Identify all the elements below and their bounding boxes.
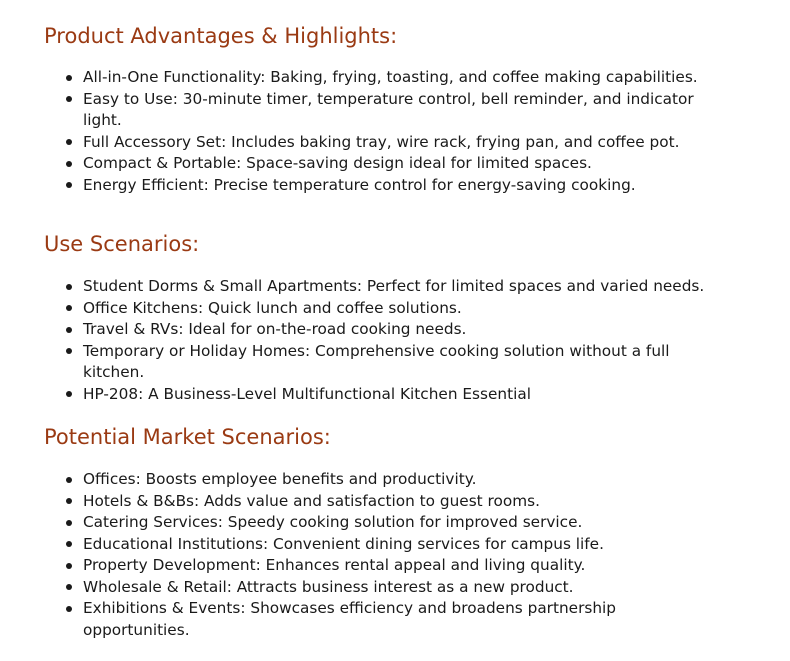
section-potential-market-scenarios [44,423,750,641]
list-item [44,384,723,406]
list-item [44,577,723,599]
list-item-text: Office Kitchens: Quick lunch and coffee solutions. [83,298,462,317]
bullet-icon [66,182,72,188]
list-item [44,153,723,175]
bullet-icon [66,391,72,397]
bullet-icon [66,284,72,290]
bullet-icon [66,563,72,569]
bullet-icon [66,584,72,590]
list-item [44,319,723,341]
bullet-icon [66,477,72,483]
section-use-scenarios [44,230,750,405]
bullet-icon [66,520,72,526]
section-product-advantages [44,22,750,196]
list-item-text: Full Accessory Set: Includes baking tray, wire rack, frying pan, and coffee pot. [83,132,680,151]
bullet-icon [66,348,72,354]
bullet-icon [66,541,72,547]
list-item [44,555,723,577]
bullet-icon [66,75,72,81]
list-item [44,276,723,298]
use-scenarios-list [44,276,750,405]
list-item-text: Wholesale & Retail: Attracts business interest as a new product. [83,577,574,596]
list-item [44,469,723,491]
bullet-icon [66,96,72,102]
list-item-text: Temporary or Holiday Homes: Comprehensive cooking solution without a full kitchen. [83,341,670,381]
bullet-icon [66,498,72,504]
list-item-text: Catering Services: Speedy cooking solution for improved service. [83,513,583,531]
list-item-text: Educational Institutions: Convenient dining services for campus life. [83,534,604,553]
list-item [44,534,723,556]
bullet-icon [66,606,72,612]
bullet-icon [66,327,72,333]
list-item-text: Property Development: Enhances rental appeal and living quality. [83,556,586,574]
bullet-icon [66,139,72,145]
list-item-text: Offices: Boosts employee benefits and productivity. [83,470,477,488]
list-item [44,598,723,641]
list-item [44,512,723,534]
bullet-icon [66,161,72,167]
list-item-text: Energy Efficient: Precise temperature control for energy-saving cooking. [83,175,636,194]
list-item-text: Exhibitions & Events: Showcases efficiency and broadens partnership opportunities. [83,599,616,639]
list-item [44,298,723,320]
list-item-text: Student Dorms & Small Apartments: Perfect for limited spaces and varied needs. [83,277,705,295]
list-item-text: Hotels & B&Bs: Adds value and satisfaction to guest rooms. [83,491,540,510]
section-title-product-advantages: Product Advantages & Highlights: [44,24,398,48]
market-scenarios-list [44,469,750,641]
advantages-list [44,67,750,196]
list-item [44,67,723,89]
list-item [44,175,723,197]
list-item-text: Compact & Portable: Space-saving design ideal for limited spaces. [83,154,592,172]
list-item [44,341,723,384]
list-item-text: All-in-One Functionality: Baking, frying, toasting, and coffee making capabilities. [83,68,698,86]
section-title-use-scenarios: Use Scenarios: [44,232,200,256]
list-item [44,132,723,154]
list-item-text: HP-208: A Business-Level Multifunctional Kitchen Essential [83,384,531,403]
list-item [44,491,723,513]
list-item-text: Easy to Use: 30-minute timer, temperature control, bell reminder, and indicator light. [83,89,694,129]
bullet-icon [66,305,72,311]
section-title-potential-market-scenarios: Potential Market Scenarios: [44,425,331,449]
list-item [44,89,723,132]
list-item-text: Travel & RVs: Ideal for on-the-road cooking needs. [83,320,467,338]
